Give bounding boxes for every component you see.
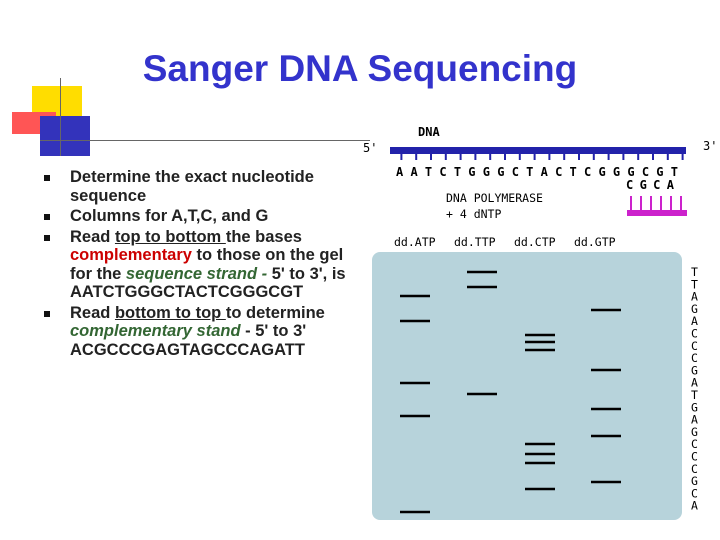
read-sequence-base: T	[691, 277, 698, 292]
dna-backbone	[390, 147, 686, 154]
read-sequence-base: C	[691, 437, 698, 452]
bullet-text: 5' to 3', is AATCTGGGCTACTCGGGCGT	[70, 264, 346, 301]
bullet-text-italic: sequence strand -	[125, 264, 268, 283]
lane-labels	[394, 235, 616, 249]
bullet-text: to determine	[225, 303, 325, 322]
template-sequence: AATCTGGGCTACTCGGGCGT	[396, 165, 678, 179]
bullet-text: to those on the gel for the	[70, 246, 344, 283]
primer-backbone	[627, 210, 687, 216]
bullet-icon	[44, 214, 50, 220]
read-sequence-base: C	[691, 338, 698, 353]
read-sequence	[691, 265, 698, 513]
read-sequence-base: G	[691, 400, 698, 415]
read-sequence-base: T	[691, 265, 698, 279]
primer-strand	[627, 196, 687, 216]
lane-label: dd.ATP	[394, 235, 436, 249]
bullet-icon	[44, 311, 50, 317]
primer-sequence: CGCA	[626, 178, 674, 192]
read-sequence-base: A	[691, 314, 698, 329]
bullet-icon	[44, 235, 50, 241]
title-horizontal-rule	[40, 140, 370, 141]
read-sequence-base: T	[691, 388, 698, 402]
read-sequence-base: C	[691, 449, 698, 464]
bullet-item	[44, 304, 364, 360]
bullet-text: the bases	[225, 227, 302, 246]
read-sequence-base: C	[691, 326, 698, 341]
read-sequence-base: G	[691, 474, 698, 489]
bullet-text: Read	[70, 303, 115, 322]
polymerase-label: DNA POLYMERASE	[446, 191, 543, 205]
bullet-text: - 5' to 3' ACGCCCGAGTAGCCCAGATT	[70, 322, 307, 359]
ntp-label: + 4 dNTP	[446, 207, 502, 221]
dna-template-strand	[390, 147, 686, 160]
dna-base-ticks	[401, 154, 682, 160]
primer-base-ticks	[631, 196, 681, 210]
read-sequence-base: C	[691, 486, 698, 501]
read-sequence-base: A	[691, 375, 698, 390]
read-sequence-base: A	[691, 498, 698, 513]
bullet-text: Columns for A,T,C, and G	[70, 207, 269, 225]
blue-square-decoration	[40, 116, 90, 156]
bullet-text: Read	[70, 227, 115, 246]
slide-title: Sanger DNA Sequencing	[142, 48, 578, 89]
gel	[372, 252, 682, 520]
read-sequence-base: A	[691, 412, 698, 427]
lane-label: dd.CTP	[514, 235, 556, 249]
read-sequence-base: G	[691, 301, 698, 316]
bullet-text-italic: complementary stand	[70, 322, 241, 340]
lane-label: dd.TTP	[454, 235, 496, 249]
sequencing-diagram	[360, 120, 720, 540]
bullet-text-highlight: complementary	[70, 246, 192, 264]
lane-label: dd.GTP	[574, 235, 616, 249]
bullet-item	[44, 228, 364, 302]
bullet-text: Determine the exact nucleotide sequence	[70, 168, 314, 205]
read-sequence-base: G	[691, 363, 698, 378]
read-sequence-base: A	[691, 289, 698, 304]
read-sequence-base: C	[691, 461, 698, 476]
bullet-icon	[44, 175, 50, 181]
three-prime-label: 3'	[703, 139, 718, 153]
bullet-list	[44, 168, 364, 361]
bullet-item	[44, 168, 364, 205]
five-prime-label: 5'	[363, 141, 378, 155]
dna-label: DNA	[418, 125, 440, 139]
read-sequence-base: C	[691, 351, 698, 366]
bullet-text-underlined: top to bottom	[114, 227, 226, 246]
read-sequence-base: G	[691, 424, 698, 439]
bullet-text-underlined: bottom to top	[114, 303, 226, 322]
bullet-item	[44, 207, 364, 226]
